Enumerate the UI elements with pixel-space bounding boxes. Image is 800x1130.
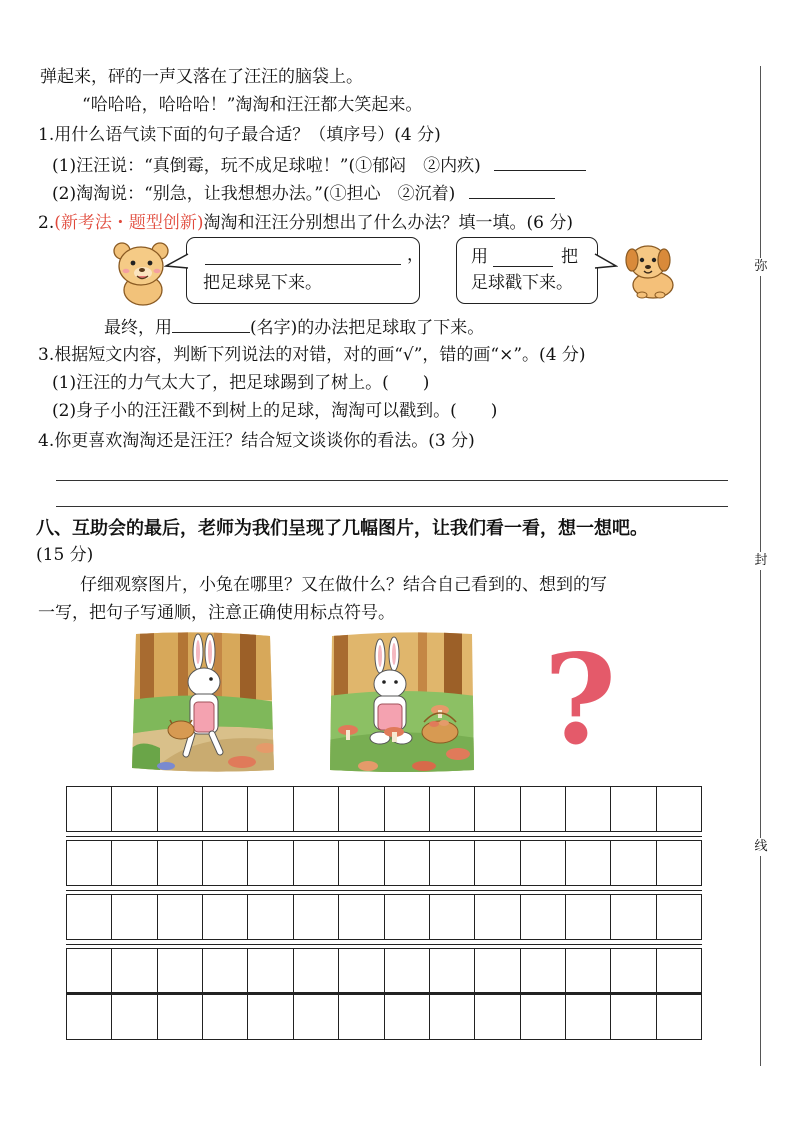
grid-cell[interactable]: [657, 995, 701, 1039]
grid-cell[interactable]: [248, 895, 293, 939]
grid-cell[interactable]: [112, 995, 157, 1039]
grid-cell[interactable]: [611, 995, 656, 1039]
grid-cell[interactable]: [294, 995, 339, 1039]
grid-cell[interactable]: [430, 995, 475, 1039]
grid-cell[interactable]: [475, 949, 520, 993]
q2-title-line: [38, 212, 573, 234]
grid-cell[interactable]: [294, 787, 339, 831]
grid-cell[interactable]: [475, 787, 520, 831]
grid-cell[interactable]: [112, 895, 157, 939]
dog-icon: [620, 240, 682, 300]
q2-final-name-blank[interactable]: [172, 316, 250, 333]
grid-cell[interactable]: [203, 949, 248, 993]
bubble1-tail: [164, 252, 189, 274]
grid-cell[interactable]: [112, 949, 157, 993]
grid-cell[interactable]: [158, 949, 203, 993]
grid-cell[interactable]: [203, 841, 248, 885]
bubble2-line-2: 足球戳下来。: [471, 273, 573, 293]
section8-score: (15 分): [36, 545, 94, 565]
grid-cell[interactable]: [521, 841, 566, 885]
grid-cell[interactable]: [475, 995, 520, 1039]
writing-grid-row-2[interactable]: [66, 840, 702, 886]
q4-answer-line-1[interactable]: [56, 480, 728, 481]
grid-cell[interactable]: [611, 895, 656, 939]
grid-cell[interactable]: [203, 787, 248, 831]
grid-cell[interactable]: [203, 995, 248, 1039]
bubble2-ba: 把: [561, 247, 578, 267]
section8-title: 八、互助会的最后，老师为我们呈现了几幅图片，让我们看一看，想一想吧。: [36, 518, 648, 539]
grid-cell[interactable]: [294, 949, 339, 993]
q4-title: 4.你更喜欢淘淘还是汪汪？结合短文谈谈你的看法。(3 分): [38, 431, 475, 451]
grid-cell[interactable]: [294, 841, 339, 885]
grid-cell[interactable]: [475, 841, 520, 885]
grid-cell[interactable]: [158, 841, 203, 885]
story-line-2: “哈哈哈，哈哈哈！”淘淘和汪汪都大笑起来。: [82, 95, 423, 115]
grid-cell[interactable]: [385, 895, 430, 939]
grid-cell[interactable]: [611, 841, 656, 885]
grid-cell[interactable]: [566, 895, 611, 939]
grid-cell[interactable]: [67, 895, 112, 939]
grid-cell[interactable]: [339, 787, 384, 831]
q1-item-2-text: (2)淘淘说：“别急，让我想想办法。”(①担心 ②沉着): [52, 184, 456, 204]
grid-cell[interactable]: [566, 995, 611, 1039]
grid-cell[interactable]: [521, 787, 566, 831]
grid-cell[interactable]: [430, 841, 475, 885]
grid-cell[interactable]: [294, 895, 339, 939]
grid-cell[interactable]: [521, 995, 566, 1039]
story-line-1: 弹起来，砰的一声又落在了汪汪的脑袋上。: [40, 67, 363, 87]
bubble1-comma: ，: [407, 245, 424, 265]
q2-title: 淘淘和汪汪分别想出了什么办法？填一填。(6 分): [203, 213, 573, 233]
speech-bubble-wangwang: [456, 237, 598, 304]
bubble2-answer-blank[interactable]: [493, 250, 553, 267]
grid-cell[interactable]: [430, 895, 475, 939]
q1-answer-1-blank[interactable]: [494, 154, 586, 171]
q2-final-b: (名字)的办法把足球取了下来。: [250, 318, 485, 338]
grid-cell[interactable]: [112, 787, 157, 831]
q3-item-1[interactable]: (1)汪汪的力气太大了，把足球踢到了树上。( ): [52, 373, 430, 393]
writing-grid-row-5[interactable]: [66, 994, 702, 1040]
grid-cell[interactable]: [339, 895, 384, 939]
grid-separator: [66, 890, 702, 891]
q1-title: 1.用什么语气读下面的句子最合适？（填序号）(4 分): [38, 125, 441, 145]
q4-answer-line-2[interactable]: [56, 506, 728, 507]
section8-instruction-1: 仔细观察图片，小兔在哪里？又在做什么？结合自己看到的、想到的写: [80, 575, 607, 595]
bubble2-tail: [594, 252, 618, 274]
question-mark-picture: ?: [543, 628, 617, 773]
bubble1-line-2: 把足球晃下来。: [203, 273, 322, 293]
grid-cell[interactable]: [158, 895, 203, 939]
grid-separator: [66, 836, 702, 837]
picture-rabbit-walking: [130, 630, 276, 774]
grid-cell[interactable]: [385, 995, 430, 1039]
q1-answer-2-blank[interactable]: [469, 182, 555, 199]
grid-cell[interactable]: [657, 949, 701, 993]
grid-cell[interactable]: [657, 895, 701, 939]
q2-final-a: 最终，用: [104, 318, 172, 338]
margin-char-mi: 弥: [752, 258, 770, 276]
grid-cell[interactable]: [566, 949, 611, 993]
section8-instruction-2: 一写，把句子写通顺，注意正确使用标点符号。: [38, 603, 395, 623]
writing-grid-row-3[interactable]: [66, 894, 702, 940]
grid-cell[interactable]: [248, 787, 293, 831]
grid-cell[interactable]: [611, 787, 656, 831]
grid-cell[interactable]: [339, 841, 384, 885]
grid-separator: [66, 992, 702, 993]
grid-cell[interactable]: [566, 841, 611, 885]
q1-item-2: [52, 182, 555, 205]
grid-cell[interactable]: [385, 841, 430, 885]
margin-char-feng: 封: [752, 552, 770, 570]
margin-char-xian: 线: [752, 838, 770, 856]
grid-cell[interactable]: [112, 841, 157, 885]
grid-cell[interactable]: [475, 895, 520, 939]
writing-grid-row-1[interactable]: [66, 786, 702, 832]
picture-rabbit-picking-mushrooms: [328, 630, 476, 774]
grid-cell[interactable]: [611, 949, 656, 993]
grid-cell[interactable]: [67, 787, 112, 831]
q3-title: 3.根据短文内容，判断下列说法的对错，对的画“√”，错的画“×”。(4 分): [38, 345, 586, 365]
bubble2-yong: 用: [471, 247, 488, 267]
grid-separator: [66, 944, 702, 945]
grid-cell[interactable]: [158, 787, 203, 831]
writing-grid-row-4[interactable]: [66, 948, 702, 994]
q1-item-1: [52, 154, 586, 177]
q2-tag: (新考法・题型创新): [54, 213, 204, 233]
grid-cell[interactable]: [203, 895, 248, 939]
q1-item-1-text: (1)汪汪说：“真倒霉，玩不成足球啦！”(①郁闷 ②内疚): [52, 156, 481, 176]
q2-number: 2.: [38, 213, 55, 233]
grid-cell[interactable]: [657, 841, 701, 885]
grid-cell[interactable]: [657, 787, 701, 831]
q2-final-line: [104, 316, 484, 339]
grid-cell[interactable]: [521, 949, 566, 993]
grid-cell[interactable]: [248, 995, 293, 1039]
grid-cell[interactable]: [158, 995, 203, 1039]
bubble1-answer-blank[interactable]: [205, 248, 401, 265]
speech-bubble-taotao: [186, 237, 424, 304]
grid-cell[interactable]: [339, 949, 384, 993]
grid-cell[interactable]: [566, 787, 611, 831]
grid-cell[interactable]: [430, 949, 475, 993]
grid-cell[interactable]: [248, 949, 293, 993]
grid-cell[interactable]: [430, 787, 475, 831]
grid-cell[interactable]: [67, 995, 112, 1039]
grid-cell[interactable]: [339, 995, 384, 1039]
grid-cell[interactable]: [67, 841, 112, 885]
grid-cell[interactable]: [521, 895, 566, 939]
grid-cell[interactable]: [248, 841, 293, 885]
grid-cell[interactable]: [67, 949, 112, 993]
grid-cell[interactable]: [385, 949, 430, 993]
grid-cell[interactable]: [385, 787, 430, 831]
q3-item-2[interactable]: (2)身子小的汪汪戳不到树上的足球，淘淘可以戳到。( ): [52, 401, 498, 421]
